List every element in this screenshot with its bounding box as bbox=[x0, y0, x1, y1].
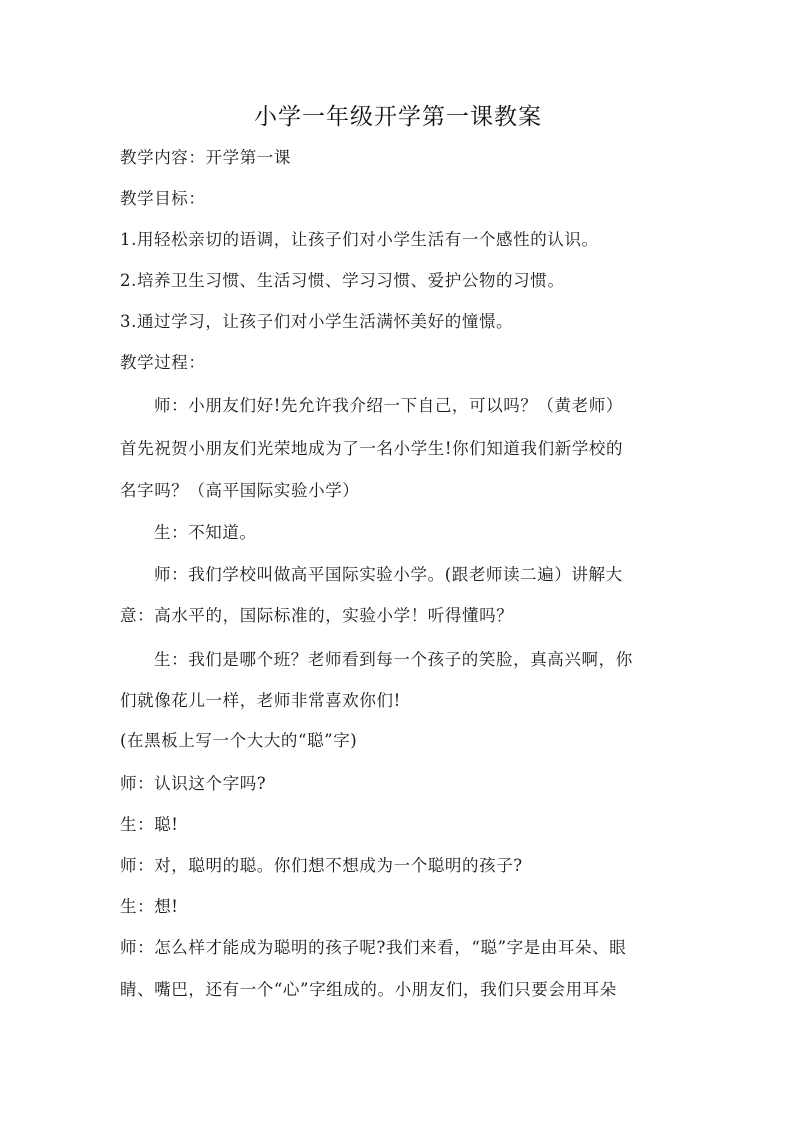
paragraph-line: (在黑板上写一个大大的“聪”字) bbox=[120, 731, 358, 750]
teaching-goals-heading: 教学目标： bbox=[120, 189, 206, 208]
paragraph-line: 们就像花儿一样，老师非常喜欢你们! bbox=[120, 691, 401, 710]
goal-item-2: 2.培养卫生习惯、生活习惯、学习习惯、爱护公物的习惯。 bbox=[120, 271, 565, 290]
paragraph-line: 师：我们学校叫做高平国际实验小学。(跟老师读二遍）讲解大 bbox=[154, 565, 623, 584]
paragraph-line: 首先祝贺小朋友们光荣地成为了一名小学生!你们知道我们新学校的 bbox=[120, 439, 624, 458]
paragraph-line: 生：聪! bbox=[120, 815, 179, 834]
paragraph-line: 意：高水平的，国际标准的，实验小学！听得懂吗？ bbox=[120, 606, 514, 625]
goal-item-1: 1.用轻松亲切的语调，让孩子们对小学生活有一个感性的认识。 bbox=[120, 230, 599, 249]
teaching-process-heading: 教学过程： bbox=[120, 353, 206, 372]
paragraph-line: 师：认识这个字吗? bbox=[120, 774, 267, 793]
paragraph-line: 睛、嘴巴，还有一个“心”字组成的。小朋友们，我们只要会用耳朵 bbox=[120, 980, 617, 999]
goal-item-3: 3.通过学习，让孩子们对小学生活满怀美好的憧憬。 bbox=[120, 312, 514, 331]
paragraph-line: 师：怎么样才能成为聪明的孩子呢?我们来看，“聪”字是由耳朵、眼 bbox=[120, 938, 627, 957]
paragraph-line: 生：不知道。 bbox=[154, 523, 257, 542]
paragraph-line: 师：对，聪明的聪。你们想不想成为一个聪明的孩子? bbox=[120, 856, 523, 875]
paragraph-line: 生：想! bbox=[120, 897, 179, 916]
document-title: 小学一年级开学第一课教案 bbox=[254, 104, 542, 130]
teaching-content-line: 教学内容：开学第一课 bbox=[120, 148, 291, 167]
paragraph-line: 师：小朋友们好!先允许我介绍一下自己，可以吗？（黄老师） bbox=[154, 396, 623, 415]
paragraph-line: 名字吗？（高平国际实验小学） bbox=[120, 481, 360, 500]
paragraph-line: 生：我们是哪个班？老师看到每一个孩子的笑脸，真高兴啊，你 bbox=[154, 650, 633, 669]
